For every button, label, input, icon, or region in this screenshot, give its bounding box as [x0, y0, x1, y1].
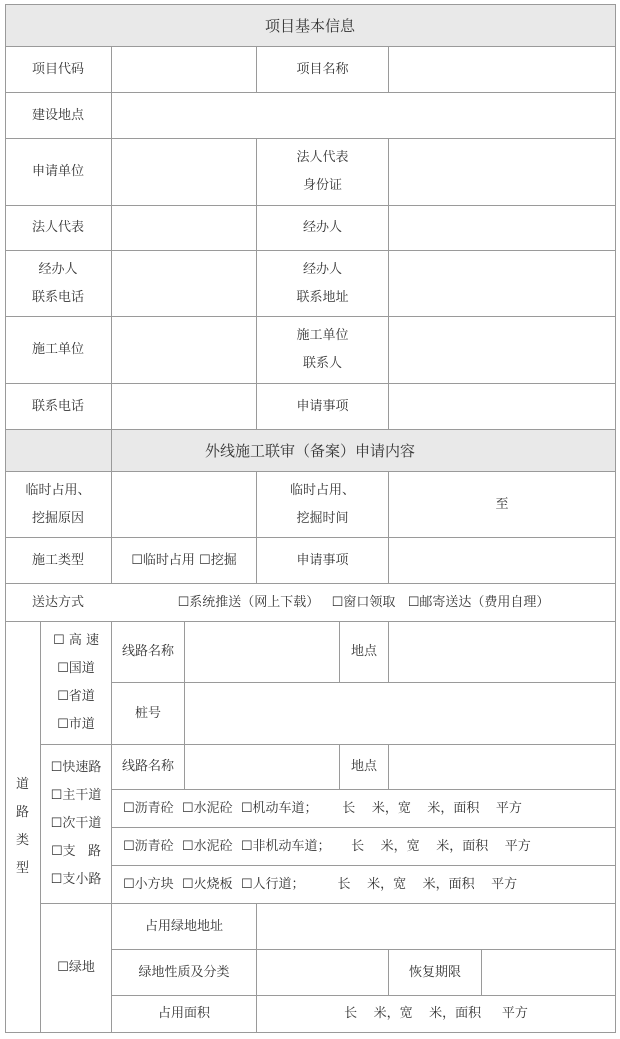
label-construction-unit: 施工单位 — [31, 342, 84, 357]
label-applicant-unit: 申请单位 — [31, 164, 84, 179]
construction-type-checkboxes[interactable]: ☐临时占用 ☐挖掘 — [131, 552, 237, 568]
non-motor-lane-row[interactable]: ☐沥青砼 ☐水泥砼 ☐非机动车道； 长 米，宽 米，面积 平方 — [123, 838, 531, 854]
label-stake-number: 桩号 — [134, 705, 161, 721]
section-title-application: 外线施工联审（备案）申请内容 — [204, 441, 415, 460]
label-line: 施工单位 — [296, 328, 349, 343]
label-application-item-2: 申请事项 — [296, 552, 349, 568]
label-line: 联系地址 — [296, 289, 349, 305]
grid-line — [388, 621, 389, 683]
label-line: 联系人 — [302, 356, 342, 371]
grid-line — [388, 46, 389, 92]
label-restore-period: 恢复期限 — [408, 964, 461, 980]
label-agent-phone — [5, 251, 111, 316]
label-green-address: 占用绿地地址 — [144, 918, 223, 934]
grid-line — [388, 744, 389, 789]
label-project-name: 项目名称 — [296, 61, 349, 77]
label-occupied-area: 占用面积 — [157, 1006, 210, 1021]
label-contact-phone: 联系电话 — [31, 398, 84, 414]
label-build-location: 建设地点 — [31, 107, 84, 123]
label-occupy-reason — [5, 472, 111, 537]
label-occupy-time — [257, 472, 388, 537]
grid-line — [184, 682, 185, 744]
grid-line — [184, 621, 185, 683]
grid-line — [5, 1032, 616, 1033]
grid-line — [111, 46, 112, 583]
label-line: 临时占用、 — [289, 482, 355, 498]
label-delivery-method: 送达方式 — [31, 594, 84, 610]
label-line: 挖掘时间 — [296, 510, 349, 526]
section-title-basic-info: 项目基本信息 — [264, 16, 355, 35]
label-line: 法人代表 — [296, 150, 349, 165]
label-green-nature: 绿地性质及分类 — [138, 964, 230, 980]
grid-line — [481, 949, 482, 995]
motor-lane-row[interactable]: ☐沥青砼 ☐水泥砼 ☐机动车道； 长 米，宽 米，面积 平方 — [123, 800, 522, 816]
grid-line — [184, 744, 185, 789]
road-class-checkboxes-2[interactable]: ☐快速路 ☐主干道 ☐次干道 ☐支 路 ☐支小路 — [50, 760, 102, 887]
label-application-item: 申请事项 — [296, 398, 349, 414]
label-route-name: 线路名称 — [121, 644, 174, 659]
label-line: 挖掘原因 — [31, 510, 84, 526]
label-line: 身份证 — [302, 178, 342, 193]
label-location: 地点 — [350, 644, 377, 659]
occupied-area-value[interactable]: 长 米，宽 米，面积 平方 — [344, 1006, 528, 1021]
label-line: 经办人 — [302, 261, 342, 277]
sidewalk-row[interactable]: ☐小方块 ☐火烧板 ☐人行道； 长 米，宽 米，面积 平方 — [123, 876, 518, 892]
label-location-2: 地点 — [350, 759, 377, 774]
green-land-checkbox[interactable]: ☐绿地 — [57, 960, 95, 975]
road-class-checkboxes-1[interactable]: ☐ 高 速 ☐国道 ☐省道 ☐市道 — [53, 633, 99, 732]
label-construction-contact — [257, 317, 388, 383]
grid-line — [111, 682, 616, 683]
date-range-to[interactable]: 至 — [495, 496, 509, 512]
label-line: 临时占用、 — [25, 482, 91, 498]
label-route-name-2: 线路名称 — [121, 759, 174, 774]
label-agent: 经办人 — [302, 220, 342, 235]
grid-line — [615, 4, 616, 1033]
label-agent-address — [257, 251, 388, 316]
label-legal-rep-id — [257, 139, 388, 205]
label-line: 联系电话 — [31, 289, 84, 305]
grid-line — [388, 138, 389, 429]
label-legal-rep: 法人代表 — [31, 220, 84, 235]
label-road-type: 道 路 类 型 — [15, 777, 29, 876]
label-line: 经办人 — [38, 261, 78, 277]
delivery-method-checkboxes[interactable]: ☐系统推送（网上下载） ☐窗口领取 ☐邮寄送达（费用自理） — [177, 594, 550, 610]
label-construction-type: 施工类型 — [31, 552, 84, 568]
label-project-code: 项目代码 — [31, 61, 84, 77]
